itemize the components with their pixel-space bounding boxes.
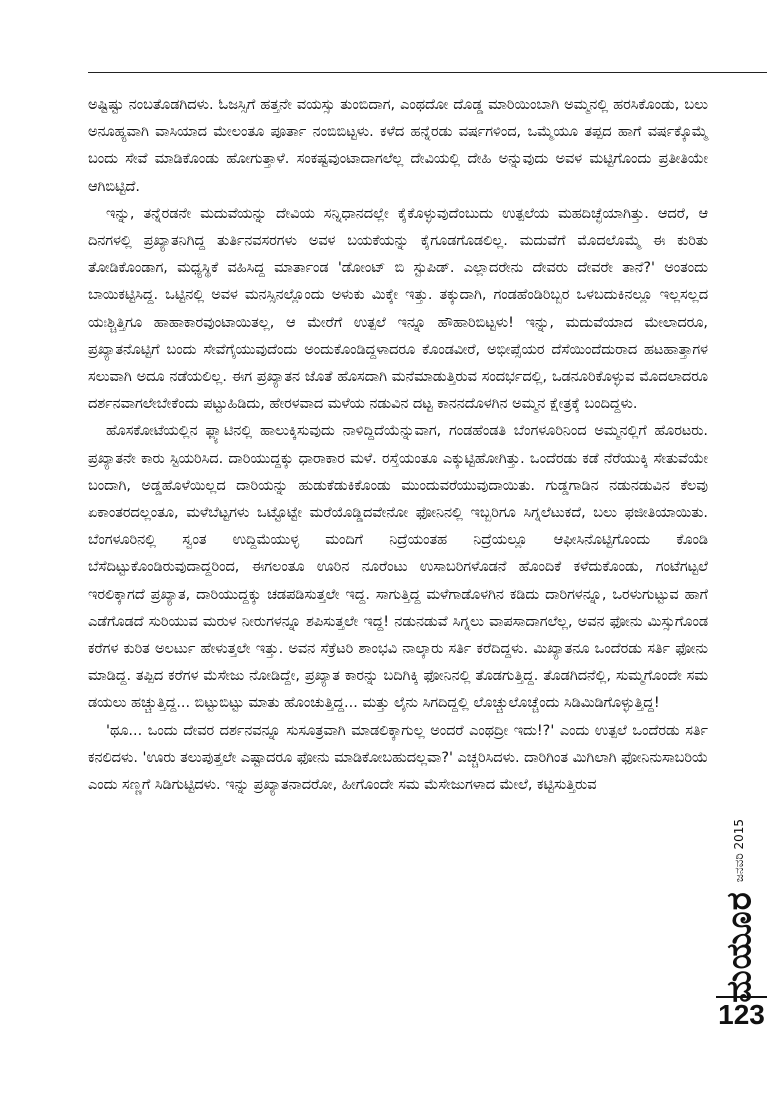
magazine-logo (719, 892, 761, 1002)
issue-date (719, 812, 761, 888)
magazine-sidebar (719, 812, 761, 1072)
page-number-rule (716, 996, 767, 998)
paragraph-4: 'ಥೂ... ಒಂದು ದೇವರ ದರ್ಶನವನ್ನೂ ಸುಸೂತ್ರವಾಗಿ ಮಾಡಲಿಕ್ಕಾಗುಲ್ಲ ಅಂದರೆ ಎಂಥದ್ರೀ ಇದು!?' ಎಂದು ಉತ್ಪಲೆ ಒಂದೆರಡು ಸರ್ತಿ ಕನಲಿದಳು. 'ಊರು ತಲುಪುತ್ತಲೇ ಎಷ್ಟಾದರೂ ಫೋನು ಮಾಡಿಕೋಬಹುದಲ್ಲವಾ?' ಎಚ್ಚರಿಸಿದಳು. ದಾರಿಗಿಂತ ಮಿಗಿಲಾಗಿ ಫೋನಿನುಸಾಬರಿಯೆ ಎಂದು ಸಣ್ಣಗೆ ಸಿಡಿಗುಟ್ಟಿದಳು. ಇನ್ನು ಪ್ರಖ್ಯಾತನಾದರೋ, ಹೀಗೊಂದೇ ಸಮ ಮೆಸೇಜುಗಳಾದ ಮೇಲೆ, ಕಟ್ಟಿಸುತ್ತಿರುವ (88, 722, 708, 794)
article-body (88, 92, 708, 799)
paragraph-2: ಇನ್ನು, ತನ್ನೆರಡನೇ ಮದುವೆಯನ್ನು ದೇವಿಯ ಸನ್ನಿಧಾನದಲ್ಲೇ ಕೈಕೊಳ್ಳುವುದೆಂಬುದು ಉತ್ಪಲೆಯ ಮಹದಿಚ್ಛೆಯಾಗಿತ್ತು. ಆದರೆ, ಆ ದಿನಗಳಲ್ಲಿ ಪ್ರಖ್ಯಾತನಿಗಿದ್ದ ತುರ್ತಿನವಸರಗಳು ಅವಳ ಬಯಕೆಯನ್ನು ಕೈಗೂಡಗೊಡಲಿಲ್ಲ. ಮದುವೆಗೆ ಮೊದಲೊಮ್ಮೆ ಈ ಕುರಿತು ತೋಡಿಕೊಂಡಾಗ, ಮಧ್ಯಸ್ಥಿಕೆ ವಹಿಸಿದ್ದ ಮಾರ್ತಾಂಡ 'ಡೋಂಟ್ ಬಿ ಸ್ಟುಪಿಡ್. ಎಲ್ಲಾದರೇನು ದೇವರು ದೇವರೇ ತಾನೆ?' ಅಂತಂದು ಬಾಯಿಕಟ್ಟಿಸಿದ್ದ. ಒಟ್ಟಿನಲ್ಲಿ ಅವಳ ಮನಸ್ಸಿನಲ್ಲೊಂದು ಅಳುಕು ಮಿಕ್ಕೇ ಇತ್ತು. ತಕ್ಕುದಾಗಿ, ಗಂಡಹೆಂಡಿರಿಬ್ಬರ ಒಳಬದುಕಿನಲ್ಲೂ ಇಲ್ಲಸಲ್ಲದ ಯಃಶ್ಚಿತ್ತಿಗೂ ಹಾಹಾಕಾರವುಂಟಾಯಿತಲ್ಲ, ಆ ಮೇರೆಗೆ ಉತ್ಪಲೆ ಇನ್ನೂ ಹೌಹಾರಿಬಿಟ್ಟಳು! ಇನ್ನು, ಮದುವೆಯಾದ ಮೇಲಾದರೂ, ಪ್ರಖ್ಯಾತನೊಟ್ಟಿಗೆ ಬಂದು ಸೇವೆಗೈಯುವುದೆಂದು ಅಂದುಕೊಂಡಿದ್ದಳಾದರೂ ಕೊಂಡವೀರೆ, ಅಭೀಪ್ಸೆಯರ ದೆಸೆಯಿಂದೆದುರಾದ ಹಟಹಾತ್ತಾಗಳ ಸಲುವಾಗಿ ಅದೂ ನಡೆಯಲಿಲ್ಲ. ಈಗ ಪ್ರಖ್ಯಾತನ ಜೊತೆ ಹೊಸದಾಗಿ ಮನೆಮಾಡುತ್ತಿರುವ ಸಂದರ್ಭದಲ್ಲಿ, ಒಡನೂರಿಕೊಳ್ಳುವ ಮೊದಲಾದರೂ ದರ್ಶನವಾಗಲೇಬೇಕೆಂದು ಪಟ್ಟುಹಿಡಿದು, ಹೇರಳವಾದ ಮಳೆಯ ನಡುವಿನ ದಟ್ಟ ಕಾನನದೊಳಗಿನ ಅಮ್ಮನ ಕ್ಷೇತ್ರಕ್ಕೆ ಬಂದಿದ್ದಳು. (88, 205, 708, 413)
issue-date-text: ಜನವರಿ 2015 (732, 818, 747, 882)
paragraph-3: ಹೊಸಕೋಟೆಯಲ್ಲಿನ ಫ್ಲ್ಯಾಟಿನಲ್ಲಿ ಹಾಲುಕ್ಕಿಸುವುದು ನಾಳಿದ್ದಿದೆಯೆನ್ನುವಾಗ, ಗಂಡಹೆಂಡತಿ ಬೆಂಗಳೂರಿನಿಂದ ಅಮ್ಮನಲ್ಲಿಗೆ ಹೊರಟರು. ಪ್ರಖ್ಯಾತನೇ ಕಾರು ಸ್ಟಿಯರಿಸಿದ. ದಾರಿಯುದ್ದಕ್ಕು ಧಾರಾಕಾರ ಮಳೆ. ರಸ್ತೆಯಂತೂ ಎಕ್ಕುಟ್ಟಿಹೋಗಿತ್ತು. ಒಂದೆರಡು ಕಡೆ ನೆರೆಯುಕ್ಕಿ ಸೇತುವೆಯೇ ಬಂದಾಗಿ, ಅಡ್ಡಹೊಳೆಯಿಲ್ಲದ ದಾರಿಯನ್ನು ಹುಡುಕೆಡುಕಿಕೊಂಡು ಮುಂದುವರೆಯುವುದಾಯಿತು. ಗುಡ್ಡಗಾಡಿನ ನಡುನಡುವಿನ ಕೆಲವು ಏಕಾಂತರದಲ್ಲಂತೂ, ಮಳೆಬೆಟ್ಟಗಳು ಒಟ್ಟೊಟ್ಟೇ ಮರೆಯೊಡ್ಡಿದವೇನೋ ಫೋನಿನಲ್ಲಿ ಇಬ್ಬರಿಗೂ ಸಿಗ್ನಲೆಟುಕದೆ, ಬಲು ಫಜೀತಿಯಾಯಿತು. ಬೆಂಗಳೂರಿನಲ್ಲಿ ಸ್ವಂತ ಉದ್ದಿಮೆಯುಳ್ಳ ಮಂದಿಗೆ ನಿದ್ರೆಯಂತಹ ನಿದ್ರೆಯಲ್ಲೂ ಆಫೀಸಿನೊಟ್ಟಿಗೊಂದು ಕೊಂಡಿ ಬೆಸೆದಿಟ್ಟುಕೊಂಡಿರುವುದಾದ್ದರಿಂದ, ಈಗಲಂತೂ ಊರಿನ ನೂರೆಂಟು ಉಸಾಬರಿಗಳೊಡನೆ ಹೊಂದಿಕೆ ಕಳೆದುಕೊಂಡು, ಗಂಟೆಗಟ್ಟಲೆ ಇರಲಿಕ್ಕಾಗದೆ ಪ್ರಖ್ಯಾತ, ದಾರಿಯುದ್ದಕ್ಕು ಚಡಪಡಿಸುತ್ತಲೇ ಇದ್ದ. ಸಾಗುತ್ತಿದ್ದ ಮಳೆಗಾಡೊಳಗಿನ ಕಡಿದು ದಾರಿಗಳನ್ನೂ, ಒರಳುಗುಟ್ಟುವ ಹಾಗೆ ಎಡೆಗೊಡದೆ ಸುರಿಯುವ ಮರುಳ ನೀರುಗಳನ್ನೂ ಶಪಿಸುತ್ತಲೇ ಇದ್ದ! ನಡುನಡುವೆ ಸಿಗ್ನಲು ವಾಪಸಾದಾಗಲೆಲ್ಲ, ಅವನ ಫೋನು ಮಿಸ್ಸುಗೊಂಡ ಕರೆಗಳ ಕುರಿತ ಅಲರ್ಟು ಹೇಳುತ್ತಲೇ ಇತ್ತು. ಅವನ ಸೆಕ್ರೆಟರಿ ಶಾಂಭವಿ ನಾಲ್ಕಾರು ಸರ್ತಿ ಕರೆದಿದ್ದಳು. ಮಿಖ್ಯಾತನೂ ಒಂದೆರಡು ಸರ್ತಿ ಫೋನು ಮಾಡಿದ್ದ. ತಪ್ಪಿದ ಕರೆಗಳ ಮೆಸೇಜು ನೋಡಿದ್ದೇ, ಪ್ರಖ್ಯಾತ ಕಾರನ್ನು ಬದಿಗಿಕ್ಕಿ ಫೋನಿನಲ್ಲಿ ತೊಡಗುತ್ತಿದ್ದ. ತೊಡಗಿದನೆಲ್ಲಿ, ಸುಮ್ಮಗೊಂದೇ ಸಮ ಡಯಲು ಹಚ್ಚುತ್ತಿದ್ದ... ಬಿಟ್ಟುಬಿಟ್ಟು ಮಾತು ಹೊಂಚುತ್ತಿದ್ದ... ಮತ್ತು ಲೈನು ಸಿಗದಿದ್ದಲ್ಲಿ ಲೊಚ್ಚುಲೊಚ್ಚೆಂದು ಸಿಡಿಮಿಡಿಗೊಳ್ಳುತ್ತಿದ್ದ! (88, 423, 708, 712)
magazine-logo-text: ಮಯೂರ (720, 891, 760, 1003)
paragraph-1: ಅಷ್ಟಿಷ್ಟು ನಂಬತೊಡಗಿದಳು. ಓಜಸ್ಸಿಗೆ ಹತ್ತನೇ ವಯಸ್ಸು ತುಂಬಿದಾಗ, ಎಂಥದೋ ದೊಡ್ಡ ಮಾರಿಯಿಂಬಾಗಿ ಅಮ್ಮನಲ್ಲಿ ಹರಸಿಕೊಂಡು, ಬಲು ಅನೂಹ್ಯವಾಗಿ ವಾಸಿಯಾದ ಮೇಲಂತೂ ಪೂರ್ತಾ ನಂಬಿಬಿಟ್ಟಳು. ಕಳೆದ ಹನ್ನೆರಡು ವರ್ಷಗಳಿಂದ, ಒಮ್ಮೆಯೂ ತಪ್ಪದ ಹಾಗೆ ವರ್ಷಕ್ಕೊಮ್ಮೆ ಬಂದು ಸೇವೆ ಮಾಡಿಕೊಂಡು ಹೋಗುತ್ತಾಳೆ. ಸಂಕಷ್ಟವುಂಟಾದಾಗಲೆಲ್ಲ ದೇವಿಯಲ್ಲಿ ದೇಹಿ ಅನ್ನುವುದು ಅವಳ ಮಟ್ಟಿಗೊಂದು ಪ್ರತೀತಿಯೇ ಆಗಿಬಿಟ್ಟಿದೆ. (88, 97, 708, 195)
header-rule (88, 72, 767, 73)
page-number: 123 (718, 999, 765, 1030)
